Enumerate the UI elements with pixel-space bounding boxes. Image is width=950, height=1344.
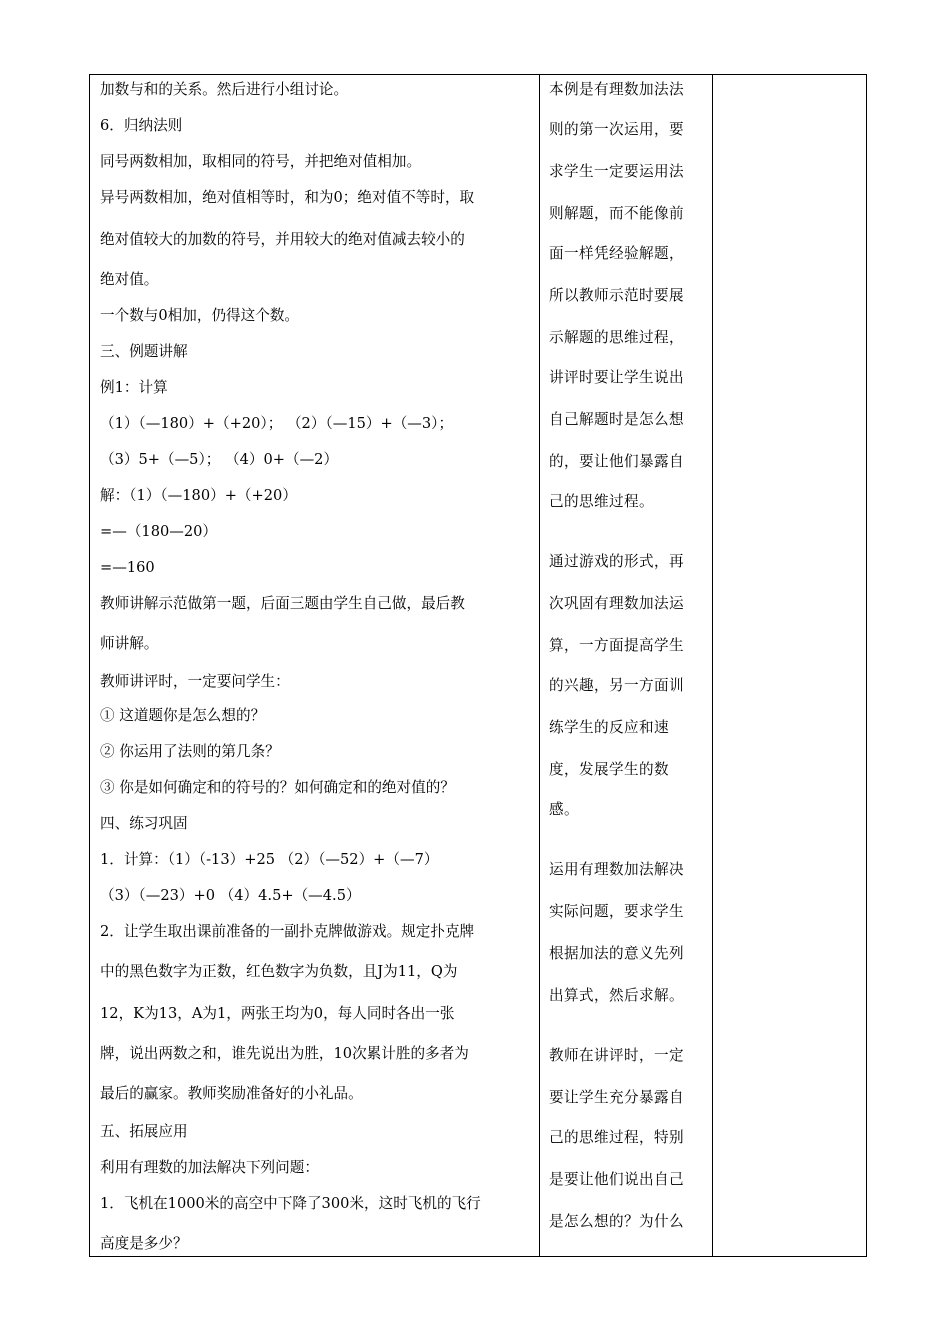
note-line: 要让学生充分暴露自 (549, 1089, 684, 1106)
note-line: 求学生一定要运用法 (549, 163, 684, 180)
note-line: 教师在讲评时，一定 (549, 1047, 684, 1064)
text-line: 最后的赢家。教师奖励准备好的小礼品。 (100, 1085, 363, 1102)
text-line: 牌，说出两数之和，谁先说出为胜，10次累计胜的多者为 (100, 1045, 469, 1062)
text-line: 异号两数相加，绝对值相等时，和为0；绝对值不等时，取 (100, 189, 475, 206)
note-line: 度，发展学生的数 (549, 761, 669, 778)
list-item: ① 这道题你是怎么想的？ (100, 707, 266, 724)
note-line: 己的思维过程。 (549, 493, 654, 510)
empty-remarks-column (713, 75, 867, 1256)
note-line: 次巩固有理数加法运 (549, 595, 684, 612)
text-line: 利用有理数的加法解决下列问题： (100, 1159, 319, 1176)
note-line: 算，一方面提高学生 (549, 637, 684, 654)
text-line: 例1：计算 (100, 379, 168, 396)
section-heading: 6．归纳法则 (100, 117, 183, 134)
note-line: 自己解题时是怎么想 (549, 411, 684, 428)
section-heading: 四、练习巩固 (100, 815, 188, 832)
note-line: 根据加法的意义先列 (549, 945, 684, 962)
equation-line: 1．计算：（1）（-13）+25 （2）（—52）+（—7） (100, 851, 439, 868)
equation-line: 解：（1）（—180）+（+20） (100, 487, 297, 504)
text-line: 同号两数相加，取相同的符号，并把绝对值相加。 (100, 153, 422, 170)
note-line: 的，要让他们暴露自 (549, 453, 684, 470)
equation-line: =—160 (100, 559, 155, 576)
equation-line: （1）（—180）+（+20）； （2）（—15）+（—3）； (100, 415, 454, 432)
note-line: 则解题，而不能像前 (549, 205, 684, 222)
equation-line: =—（180—20） (100, 523, 218, 540)
note-line: 己的思维过程，特别 (549, 1129, 684, 1146)
text-line: 师讲解。 (100, 635, 159, 652)
text-line: 高度是多少？ (100, 1235, 188, 1252)
note-line: 实际问题，要求学生 (549, 903, 684, 920)
note-line: 面一样凭经验解题， (549, 245, 684, 262)
lesson-table (89, 74, 867, 1257)
note-line: 的兴趣，另一方面训 (549, 677, 684, 694)
text-line: 2．让学生取出课前准备的一副扑克牌做游戏。规定扑克牌 (100, 923, 475, 940)
note-line: 讲评时要让学生说出 (549, 369, 684, 386)
text-line: 一个数与0相加，仍得这个数。 (100, 307, 300, 324)
text-line: 加数与和的关系。然后进行小组讨论。 (100, 81, 349, 98)
column-divider (539, 75, 540, 1256)
note-line: 是怎么想的？为什么 (549, 1213, 684, 1230)
text-line: 1．飞机在1000米的高空中下降了300米，这时飞机的飞行 (100, 1195, 481, 1212)
note-line: 所以教师示范时要展 (549, 287, 684, 304)
equation-line: （3）（—23）+0 （4）4.5+（—4.5） (100, 887, 361, 904)
note-line: 是要让他们说出自己 (549, 1171, 684, 1188)
note-line: 运用有理数加法解决 (549, 861, 684, 878)
section-heading: 五、拓展应用 (100, 1123, 188, 1140)
note-line: 感。 (549, 801, 579, 818)
text-line: 绝对值较大的加数的符号，并用较大的绝对值减去较小的 (100, 231, 465, 248)
note-line: 示解题的思维过程， (549, 329, 684, 346)
list-item: ② 你运用了法则的第几条？ (100, 743, 280, 760)
note-line: 练学生的反应和速 (549, 719, 669, 736)
list-item: ③ 你是如何确定和的符号的？如何确定和的绝对值的？ (100, 779, 455, 796)
note-line: 本例是有理数加法法 (549, 81, 684, 98)
text-line: 教师讲评时，一定要问学生： (100, 673, 290, 690)
section-heading: 三、例题讲解 (100, 343, 188, 360)
note-line: 出算式，然后求解。 (549, 987, 684, 1004)
note-line: 通过游戏的形式，再 (549, 553, 684, 570)
text-line: 教师讲解示范做第一题，后面三题由学生自己做，最后教 (100, 595, 465, 612)
text-line: 中的黑色数字为正数，红色数字为负数，且J为11，Q为 (100, 963, 458, 980)
text-line: 绝对值。 (100, 271, 159, 288)
note-line: 则的第一次运用，要 (549, 121, 684, 138)
text-line: 12，K为13，A为1，两张王均为0，每人同时各出一张 (100, 1005, 455, 1022)
equation-line: （3）5+（—5）； （4）0+（—2） (100, 451, 339, 468)
